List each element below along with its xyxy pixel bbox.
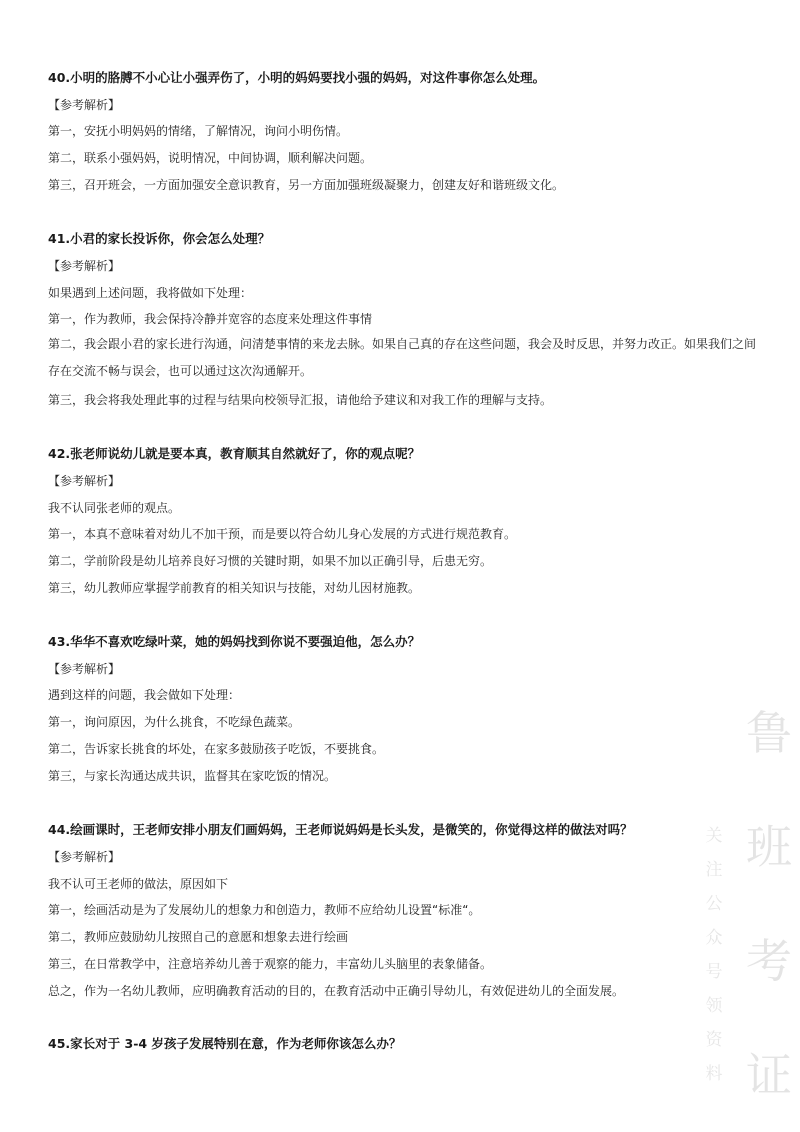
question-45: 45.家长对于 3-4 岁孩子发展特别在意，作为老师你该怎么办？ bbox=[48, 1036, 402, 1051]
watermark-char: 公 bbox=[705, 894, 723, 914]
answer-line: 第二，联系小强妈妈，说明情况，中间协调，顺利解决问题。 bbox=[48, 151, 373, 165]
answer-line: 第三，幼儿教师应掌握学前教育的相关知识与技能，对幼儿因材施教。 bbox=[48, 581, 421, 595]
watermark-char: 证 bbox=[746, 1048, 792, 1102]
watermark-char: 领 bbox=[705, 996, 723, 1016]
watermark-char: 注 bbox=[705, 860, 723, 880]
watermark-char: 众 bbox=[705, 928, 723, 948]
answer-line: 遇到这样的问题，我会做如下处理： bbox=[48, 688, 241, 702]
answer-line: 第三，在日常教学中，注意培养幼儿善于观察的能力，丰富幼儿头脑里的表象储备。 bbox=[48, 957, 493, 971]
answer-tag-44: 【参考解析】 bbox=[48, 850, 121, 864]
answer-line: 第一，绘画活动是为了发展幼儿的想象力和创造力，教师不应给幼儿设置“标准“。 bbox=[48, 903, 481, 917]
answer-line: 第三，与家长沟通达成共识，监督其在家吃饭的情况。 bbox=[48, 769, 337, 783]
answer-line: 总之，作为一名幼儿教师，应明确教育活动的目的，在教育活动中正确引导幼儿，有效促进幼儿的全面发展。 bbox=[48, 984, 625, 998]
watermark-char: 资 bbox=[705, 1030, 723, 1050]
answer-tag-41: 【参考解析】 bbox=[48, 259, 121, 273]
answer-tag-40: 【参考解析】 bbox=[48, 98, 121, 112]
answer-line: 第二，学前阶段是幼儿培养良好习惯的关键时期，如果不加以正确引导，后患无穷。 bbox=[48, 554, 493, 568]
answer-line: 第三，召开班会，一方面加强安全意识教育，另一方面加强班级凝聚力，创建友好和谐班级文化。 bbox=[48, 178, 565, 192]
watermark-char: 号 bbox=[705, 962, 723, 982]
answer-line: 第一，询问原因，为什么挑食，不吃绿色蔬菜。 bbox=[48, 715, 301, 729]
answer-line: 我不认可王老师的做法，原因如下 bbox=[48, 877, 229, 891]
answer-line: 第一，本真不意味着对幼儿不加干预，而是要以符合幼儿身心发展的方式进行规范教育。 bbox=[48, 527, 517, 541]
answer-line: 第二，教师应鼓励幼儿按照自己的意愿和想象去进行绘画 bbox=[48, 930, 349, 944]
question-42: 42.张老师说幼儿就是要本真，教育顺其自然就好了，你的观点呢？ bbox=[48, 446, 421, 461]
answer-line: 第一，作为教师，我会保持冷静并宽容的态度来处理这件事情 bbox=[48, 312, 373, 326]
watermark-char: 关 bbox=[705, 826, 723, 846]
question-44: 44.绘画课时，王老师安排小朋友们画妈妈，王老师说妈妈是长头发，是微笑的，你觉得这样的做法对吗？ bbox=[48, 822, 633, 837]
answer-line: 我不认同张老师的观点。 bbox=[48, 501, 181, 515]
question-40: 40.小明的胳膊不小心让小强弄伤了，小明的妈妈要找小强的妈妈，对这件事你怎么处理。 bbox=[48, 70, 546, 85]
watermark-char: 鲁 bbox=[746, 706, 792, 760]
question-41: 41.小君的家长投诉你，你会怎么处理？ bbox=[48, 231, 271, 246]
watermark-char: 考 bbox=[746, 934, 792, 988]
answer-line: 第一，安抚小明妈妈的情绪，了解情况，询问小明伤情。 bbox=[48, 124, 349, 138]
answer-line: 第二，我会跟小君的家长进行沟通，问清楚事情的来龙去脉。如果自己真的存在这些问题，我会及时反思，并努力改正。如果我们之间存在交流不畅与误会，也可以通过这次沟通解开。 bbox=[48, 337, 757, 378]
answer-line: 第三，我会将我处理此事的过程与结果向校领导汇报，请他给予建议和对我工作的理解与支持。 bbox=[48, 393, 553, 407]
question-43: 43.华华不喜欢吃绿叶菜，她的妈妈找到你说不要强迫他，怎么办？ bbox=[48, 634, 421, 649]
watermark-char: 班 bbox=[746, 820, 792, 874]
answer-tag-42: 【参考解析】 bbox=[48, 474, 121, 488]
answer-line: 如果遇到上述问题，我将做如下处理： bbox=[48, 286, 253, 300]
watermark-char: 料 bbox=[705, 1064, 723, 1084]
answer-line: 第二，告诉家长挑食的坏处，在家多鼓励孩子吃饭，不要挑食。 bbox=[48, 742, 385, 756]
answer-tag-43: 【参考解析】 bbox=[48, 662, 121, 676]
